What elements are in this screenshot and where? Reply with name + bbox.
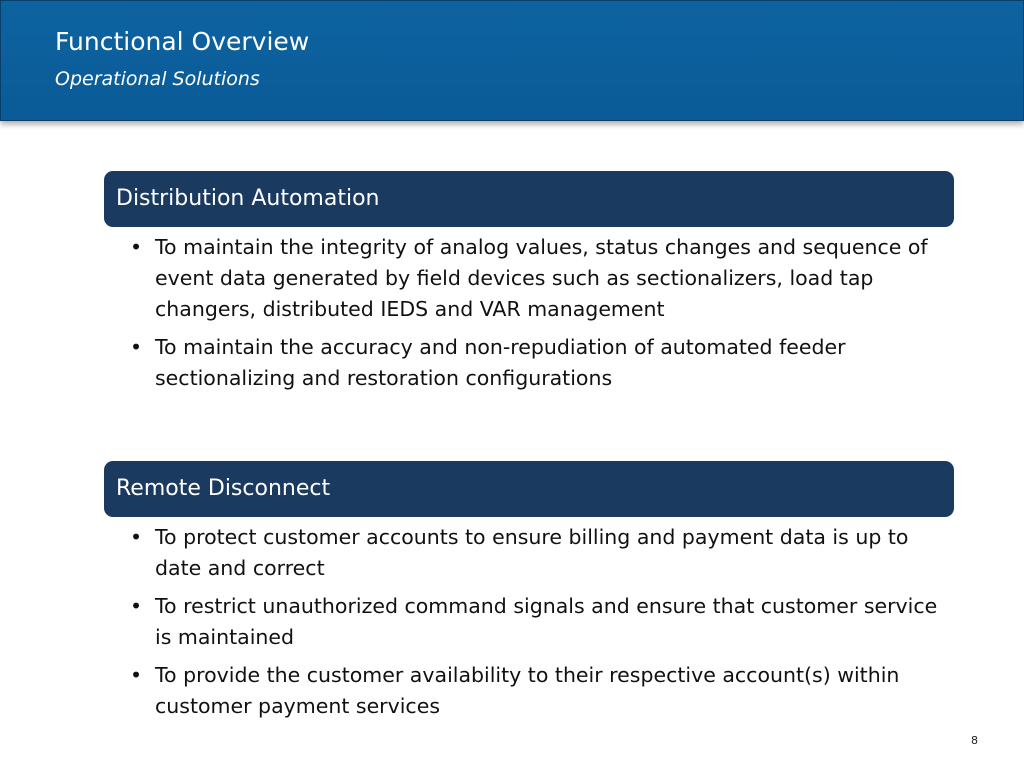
bullet-list-distribution-automation xyxy=(130,232,945,401)
list-item xyxy=(130,660,945,722)
bullet-icon: • xyxy=(130,594,143,618)
bullet-text: To provide the customer availability to their respective account(s) within customer payment services xyxy=(155,663,900,718)
bullet-icon: • xyxy=(130,335,143,359)
bullet-icon: • xyxy=(130,525,143,549)
list-item xyxy=(130,591,945,653)
page-number: 8 xyxy=(971,734,978,747)
bullet-icon: • xyxy=(130,663,143,687)
list-item xyxy=(130,332,945,394)
slide-title: Functional Overview xyxy=(55,27,310,56)
section-heading-remote-disconnect: Remote Disconnect xyxy=(104,461,954,517)
list-item xyxy=(130,522,945,584)
bullet-list-remote-disconnect xyxy=(130,522,945,729)
slide-header xyxy=(0,0,1024,121)
slide-subtitle: Operational Solutions xyxy=(55,68,260,90)
section-heading-distribution-automation: Distribution Automation xyxy=(104,171,954,227)
bullet-text: To protect customer accounts to ensure billing and payment data is up to date and correct xyxy=(155,525,909,580)
bullet-icon: • xyxy=(130,235,143,259)
bullet-text: To maintain the accuracy and non-repudiation of automated feeder sectionalizing and restoration configurations xyxy=(155,335,846,390)
bullet-text: To restrict unauthorized command signals and ensure that customer service is maintained xyxy=(155,594,938,649)
list-item xyxy=(130,232,945,325)
bullet-text: To maintain the integrity of analog values, status changes and sequence of event data generated by field devices such as sectionalizers, load tap changers, distributed IEDS and VAR management xyxy=(155,235,928,321)
